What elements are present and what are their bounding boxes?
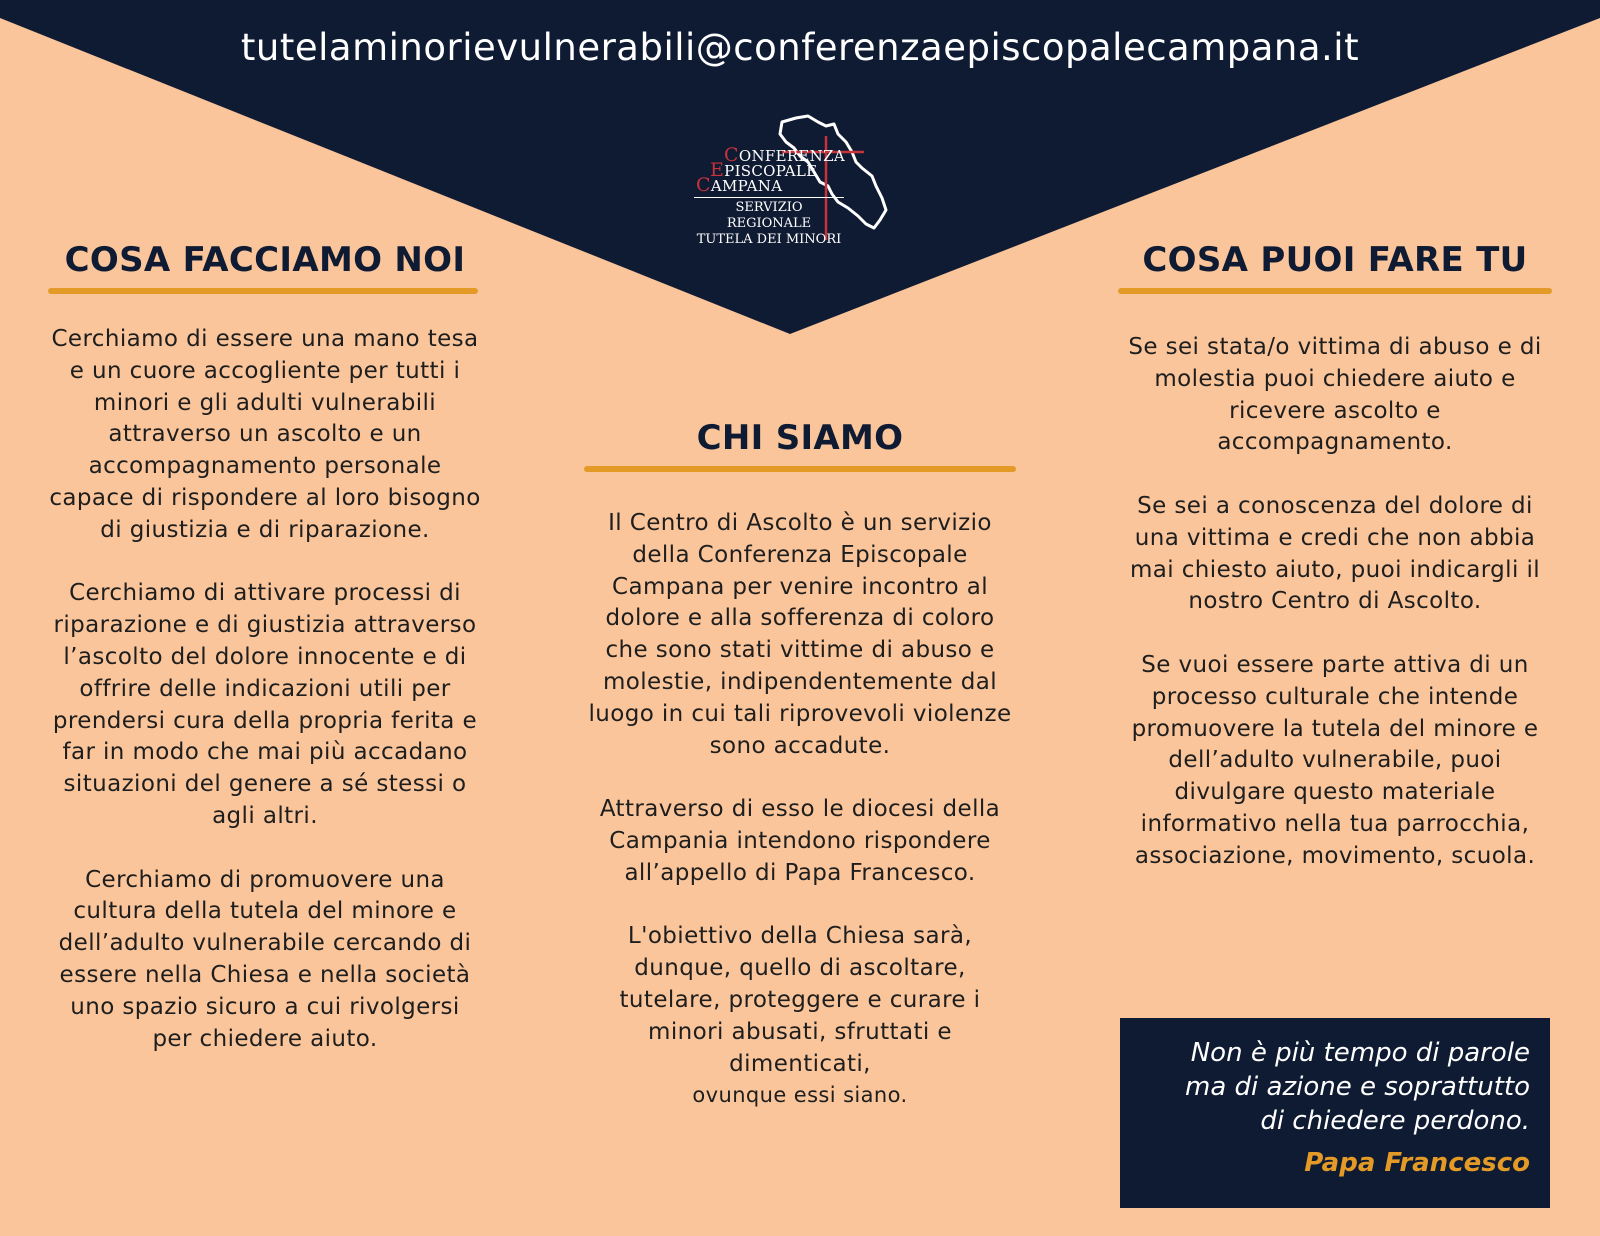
contact-email[interactable]: tutelaminorievulnerabili@conferenzaepiscopalecampana.it: [240, 26, 1360, 69]
heading-what-we-do: COSA FACCIAMO NOI: [64, 240, 466, 280]
paragraph: Se sei stata/o vittima di abuso e di molestia puoi chiedere aiuto e ricevere ascolto e accompagnamento.: [1128, 334, 1542, 456]
logo-sub1: SERVIZIO REGIONALE: [726, 200, 812, 231]
column-what-we-do: [48, 240, 482, 1055]
paragraph: Se vuoi essere parte attiva di un processo culturale che intende promuovere la tutela del minore e dell’adulto vulnerabile, puoi divulgare questo materiale informativo nella tua parrocchia, associazione, movimento, scuola.: [1131, 651, 1539, 869]
heading-what-you-can-do: COSA PUOI FARE TU: [1142, 240, 1528, 280]
quote-author: Papa Francesco: [1304, 1148, 1530, 1178]
logo-wordmark: CONFERENZA EPISCOPALE CAMPANA SERVIZIO REGIONALE TUTELA DEI MINORI: [696, 144, 845, 247]
logo-sub2: TUTELA DEI MINORI: [696, 232, 842, 247]
logo: [686, 112, 906, 248]
column-what-you-can-do: [1118, 240, 1552, 873]
paragraph: L'obiettivo della Chiesa sarà, dunque, quello di ascoltare, tutelare, proteggere e curare i minori abusati, sfruttati e dimenticati,: [619, 923, 981, 1077]
paragraph: Attraverso di esso le diocesi della Campania intendono rispondere all’appello di Papa Francesco.: [599, 796, 1001, 886]
quote-box: [1120, 1018, 1550, 1208]
paragraph-last-line: ovunque essi siano.: [692, 1083, 908, 1108]
paragraph: Se sei a conoscenza del dolore di una vittima e credi che non abbia mai chiesto aiuto, puoi indicargli il nostro Centro di Ascolto.: [1129, 492, 1541, 615]
quote-text: Non è più tempo di parole ma di azione e soprattutto di chiedere perdono.: [1185, 1038, 1530, 1136]
heading-who-we-are: CHI SIAMO: [696, 418, 904, 458]
paragraph: Cerchiamo di essere una mano tesa e un cuore accogliente per tutti i minori e gli adulti vulnerabili attraverso un ascolto e un accompagnamento personale capace di rispondere al loro bisogno di giustizia e di riparazione.: [49, 326, 481, 543]
paragraph: Cerchiamo di promuovere una cultura della tutela del minore e dell’adulto vulnerabile cercando di essere nella Chiesa e nella società uno spazio sicuro a cui rivolgersi per chiedere aiuto.: [58, 866, 472, 1052]
column-who-we-are: [584, 418, 1016, 1112]
paragraph: Il Centro di Ascolto è un servizio della Conferenza Episcopale Campana per venire incontro al dolore e alla sofferenza di coloro che sono stati vittime di abuso e molestie, indipendentemente dal luogo in cui tali riprovevoli violenze sono accadute.: [588, 510, 1012, 759]
paragraph: Cerchiamo di attivare processi di riparazione e di giustizia attraverso l’ascolto del dolore innocente e di offrire delle indicazioni utili per prendersi cura della propria ferita e far in modo che mai più accadano situazioni del genere a sé stessi o agli altri.: [52, 580, 478, 829]
